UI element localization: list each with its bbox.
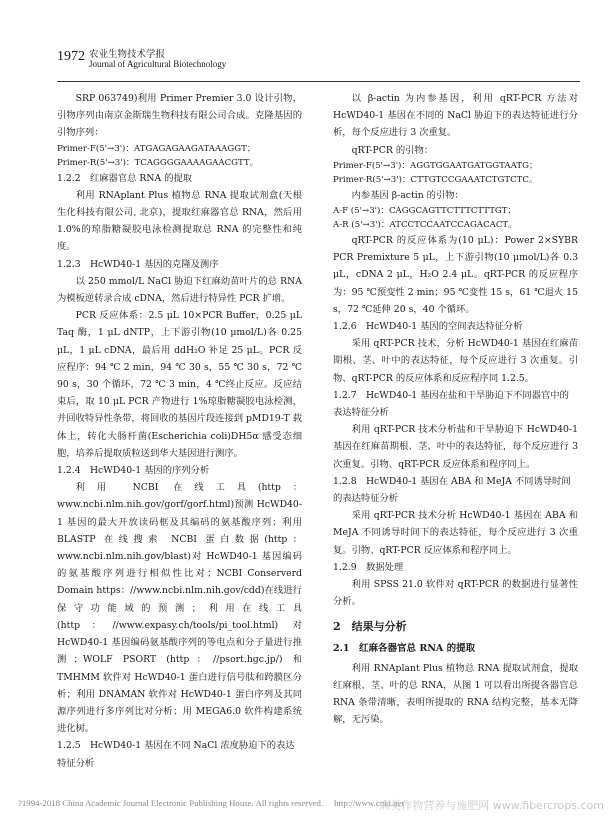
section-heading: 1.2.7 HcWD40-1 基因在盐和干旱胁迫下不同器官中的表达特征分析 <box>333 389 569 419</box>
paragraph: 采用 qRT-PCR 技术分析 HcWD40-1 基因在 ABA 和 MeJA 不同诱导时间下的表达特征，每个反应进行 3 次重复。引物、qRT-PCR 反应体系和程序同上。 <box>333 510 578 556</box>
copyright-footer: ?1994-2018 China Academic Journal Electronic Publishing House. All rights reserved. http://www.cnki.net <box>18 798 404 808</box>
paragraph: 利用 NCBI 在线工具(http：www.ncbi.nlm.nih.gov/gorf/gorf.html)预测 HcWD40-1 基因的最大开放读码框及其编码的氨基酸序列；利用 BLASTP 在线搜索 NCBI 蛋白数据(http：www.ncbi.nlm.nih.gov/blast)对 HcWD40-1 基因编码的氨基酸序列进行相似性比对；NCBI Conserverd Domain https：//www.ncbi.nlm.nih.gov/cdd)在线进行保守功能域的预测；利用在线工具(http：//www.expasy.ch/tools/pi_tool.html) 对 HcWD40-1 基因编码氨基酸序列的等电点和分子量进行推测；WOLF PSORT (http：//psort.hgc.jp/) 和 TMHMM 软件对 HcWD40-1 蛋白进行信号肽和跨膜区分析；利用 DNAMAN 软件对 HcWD40-1 蛋白序列及其同源序列进行多序列比对分析；用 MEGA6.0 软件构建系统进化树。 <box>57 482 302 735</box>
section-title: 2.1 红麻各器官总 RNA 的提取 <box>333 643 476 655</box>
journal-title-en: Journal of Agricultural Biotechnology <box>89 59 227 69</box>
paragraph: 采用 qRT-PCR 技术，分析 HcWD40-1 基因在红麻苗期根、茎、叶中的表达特征，每个反应进行 3 次重复。引物、qRT-PCR 的反应体系和反应程序同 1.2.5。 <box>333 338 578 384</box>
primer-sequence: Primer-R(5'→3')：TCAGGGGAAAAGAACGTT。 <box>57 157 259 168</box>
journal-title-zh: 农业生物技术学报 <box>89 49 166 60</box>
section-heading: 1.2.3 HcWD40-1 基因的克隆及测序 <box>57 258 219 270</box>
section-title: 2 结果与分析 <box>333 620 407 634</box>
paragraph: 以 250 mmol/L NaCl 胁迫下红麻幼苗叶片的总 RNA 为模板逆转录合成 cDNA，然后进行特异性 PCR 扩增。 <box>57 275 302 305</box>
paragraph: 利用 RNAplant Plus 植物总 RNA 提取试剂盒，提取红麻根、茎、叶的总 RNA，从图 1 可以看出所提各器官总 RNA 条带清晰，表明所提取的 RNA 结构完整，基本无降解，无污染。 <box>333 662 578 726</box>
primer-sequence: A-R (5'→3')：ATCCTCCAATCCAGACACT。 <box>333 220 517 231</box>
section-heading: 1.2.6 HcWD40-1 基因的空间表达特征分析 <box>333 321 523 333</box>
paragraph: qRT-PCR 的引物： <box>351 144 434 156</box>
primer-sequence: Primer-F(5'→3')：ATGAGAGAAGATAAAGGT； <box>57 143 256 154</box>
paragraph: 利用 RNAplant Plus 植物总 RNA 提取试剂盒(天根生化科技有限公司, 北京)，提取红麻器官总 RNA，然后用 1.0%的琼脂糖凝胶电泳检测提取总 RNA 的完整性和纯度。 <box>57 189 302 253</box>
paragraph: qRT-PCR 的反应体系为(10 μL)：Power 2×SYBR PCR Premixture 5 μL，上下游引物(10 μmol/L)各 0.3 μL，cDNA 2 μL，H₂O 2.4 μL。qRT-PCR 的反应程序为：95 ℃预变性 2 min；95 ℃变性 15 s，61 ℃退火 15 s，72 ℃延伸 20 s，40 个循环。 <box>333 235 578 315</box>
paragraph: SRP 063749)利用 Primer Premier 3.0 设计引物，引物序列由南京金斯瑞生物科技有限公司合成。克隆基因的引物序列： <box>57 93 302 139</box>
paragraph: PCR 反应体系：2.5 μL 10×PCR Buffer，0.25 μL Taq 酶，1 μL dNTP，上下游引物(10 μmol/L)各 0.25 μL，1 μL cDNA，最后用 ddH₂O 补足 25 μL。PCR 反应程序：94 ℃ 2 min，94 ℃ 30 s，55 ℃ 30 s，72 ℃ 90 s，30 个循环，72 ℃ 3 min，4 ℃终止反应。反应结束后，取 10 μL PCR 产物进行 1%琼脂糖凝胶电泳检测，并回收特异性条带，将回收的基因片段连接到 pMD19-T 载体上，转化大肠杆菌(Escherichia coli)DH5α 感受态细胞，培养后提取质粒送到华大基因进行测序。 <box>57 310 302 459</box>
paragraph: 利用 SPSS 21.0 软件对 qRT-PCR 的数据进行显著性分析。 <box>333 579 578 608</box>
primer-sequence: Primer-F(5'→3')：AGGTGGAATGATGGTAATG； <box>333 160 538 171</box>
section-heading: 1.2.8 HcWD40-1 基因在 ABA 和 MeJA 不同诱导时间的表达特征分析 <box>333 475 571 505</box>
paragraph: 内参基因 β-actin 的引物： <box>351 189 464 201</box>
page-number: 1972 <box>57 49 85 64</box>
paragraph: 以 β-actin 为内参基因，利用 qRT-PCR 方法对 HcWD40-1 基因在不同的 NaCl 胁迫下的表达特征进行分析，每个反应进行 3 次重复。 <box>333 93 578 139</box>
section-heading: 1.2.9 数据处理 <box>333 561 404 573</box>
left-column <box>57 90 302 772</box>
primer-sequence: A-F (5'→3')：CAGGCAGTTCTTTCTTTGT； <box>333 206 517 217</box>
journal-header <box>57 36 577 84</box>
header-rule <box>57 81 580 82</box>
right-column <box>333 90 578 729</box>
section-heading: 1.2.4 HcWD40-1 基因的序列分析 <box>57 465 210 477</box>
paragraph: 利用 qRT-PCR 技术分析盐和干旱胁迫下 HcWD40-1 基因在红麻苗期根、茎、叶中的表达特征，每个反应进行 3 次重复。引物、qRT-PCR 反应体系和程序同上。 <box>333 424 578 470</box>
section-heading: 1.2.5 HcWD40-1 基因在不同 NaCl 浓度胁迫下的表达特征分析 <box>57 740 295 769</box>
site-watermark: 麻类作物营养与施肥网 www.fibercrops.com <box>379 799 604 812</box>
section-heading: 1.2.2 红麻器官总 RNA 的提取 <box>57 172 193 184</box>
primer-sequence: Primer-R(5'→3')：CTTGTCCGAAATCTGTCTC。 <box>333 174 538 185</box>
